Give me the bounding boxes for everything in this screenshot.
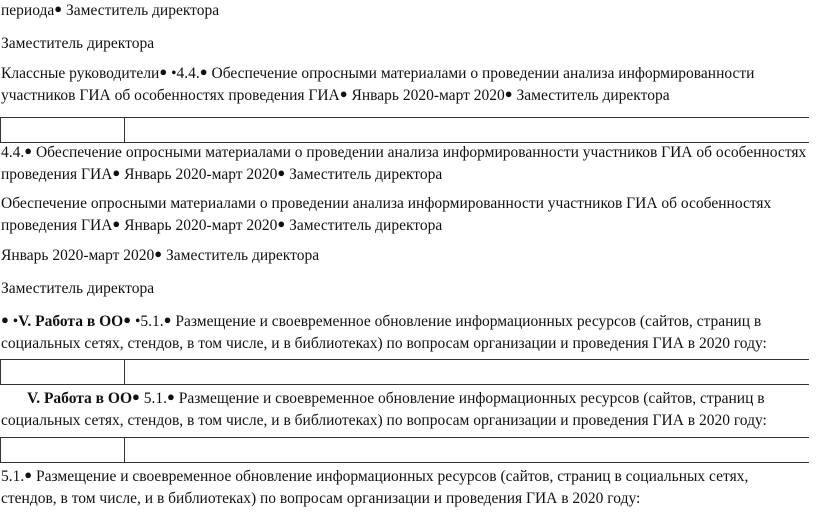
text-fragment: Январь 2020-март 2020 <box>120 166 278 183</box>
paragraph-provision <box>1 193 807 237</box>
table-cell-divider <box>124 438 125 462</box>
text-deputy-director-2: Заместитель директора <box>1 280 155 297</box>
bullet-icon: ● <box>277 165 286 180</box>
text-fragment: Январь 2020-март 2020 <box>347 87 505 104</box>
bullet-icon: ● <box>24 467 33 482</box>
bullet-icon: ● <box>112 216 121 231</box>
bullet-icon: ● <box>504 86 513 101</box>
text-fragment: Обеспечение опросными материалами о проведении анализа информированности участников ГИА об особенностях проведения ГИА <box>1 144 807 183</box>
bullet-icon: ● <box>112 165 121 180</box>
bullet-icon: ● <box>277 216 286 231</box>
bullet-icon: ● <box>167 389 175 404</box>
paragraph-item-5-1 <box>1 466 807 510</box>
text-fragment: периода <box>1 2 55 19</box>
text-fragment: Обеспечение опросными материалами о проведении анализа информированности участников ГИА об особенностях проведения ГИА <box>1 195 772 234</box>
bullet-icon: ● <box>1 312 9 327</box>
bullet-icon: ● <box>159 64 168 79</box>
bullet-icon: ● <box>199 64 208 79</box>
text-fragment: Размещение и своевременное обновление информационных ресурсов (сайтов, страниц в социальных сетях, стендов, в том числе, и в библиотеках) по вопросам организации и проведения ГИА в 2020 году: <box>1 390 767 429</box>
text-fragment: •4.4. <box>167 65 200 82</box>
text-fragment: Размещение и своевременное обновление информационных ресурсов (сайтов, страниц в социальных сетях, стендов, в том числе, и в библиотеках) по вопросам организации и проведения ГИА в 2020 году: <box>1 468 749 507</box>
text-fragment: • <box>8 313 19 330</box>
text-fragment: Январь 2020-март 2020 <box>1 247 155 264</box>
bullet-icon: ● <box>339 86 348 101</box>
text-line-period <box>1 0 807 22</box>
bullet-icon: ● <box>54 1 63 16</box>
text-fragment: •5.1. <box>131 313 164 330</box>
bullet-icon: ● <box>132 389 140 404</box>
text-line-dates <box>1 245 807 267</box>
table-cell-divider <box>124 360 125 384</box>
paragraph-item-4-4 <box>1 142 807 186</box>
bullet-icon: ● <box>24 143 33 158</box>
bullet-icon: ● <box>154 246 163 261</box>
bullet-icon: ● <box>123 312 132 327</box>
section-heading: V. Работа в ОО <box>27 390 133 407</box>
text-fragment: Заместитель директора <box>512 87 670 104</box>
table-row-empty <box>0 437 809 463</box>
text-fragment: Размещение и своевременное обновление информационных ресурсов (сайтов, страниц в социальных сетях, стендов, в том числе, и в библиотеках) по вопросам организации и проведения ГИА в 2020 году: <box>1 313 767 352</box>
paragraph-section-v <box>1 311 807 355</box>
text-fragment: Январь 2020-март 2020 <box>120 217 278 234</box>
paragraph-section-v-indented <box>1 388 807 432</box>
paragraph-class-teachers <box>1 63 807 107</box>
table-cell-divider <box>124 118 125 142</box>
text-fragment: Заместитель директора <box>285 166 443 183</box>
text-fragment: 4.4. <box>1 144 25 161</box>
text-fragment: Обеспечение опросными материалами о проведении анализа информированности участников ГИА об особенностях проведения ГИА <box>1 65 755 104</box>
text-fragment: Заместитель директора <box>285 217 443 234</box>
text-fragment: 5.1. <box>139 390 168 407</box>
text-fragment: Заместитель директора <box>62 2 220 19</box>
text-fragment: Классные руководители <box>1 65 160 82</box>
table-row-empty <box>0 359 809 385</box>
table-row-empty <box>0 117 809 143</box>
text-fragment: 5.1. <box>1 468 25 485</box>
text-fragment: Заместитель директора <box>162 247 320 264</box>
section-heading: V. Работа в ОО <box>18 313 124 330</box>
bullet-icon: ● <box>163 312 172 327</box>
text-deputy-director: Заместитель директора <box>1 35 155 52</box>
